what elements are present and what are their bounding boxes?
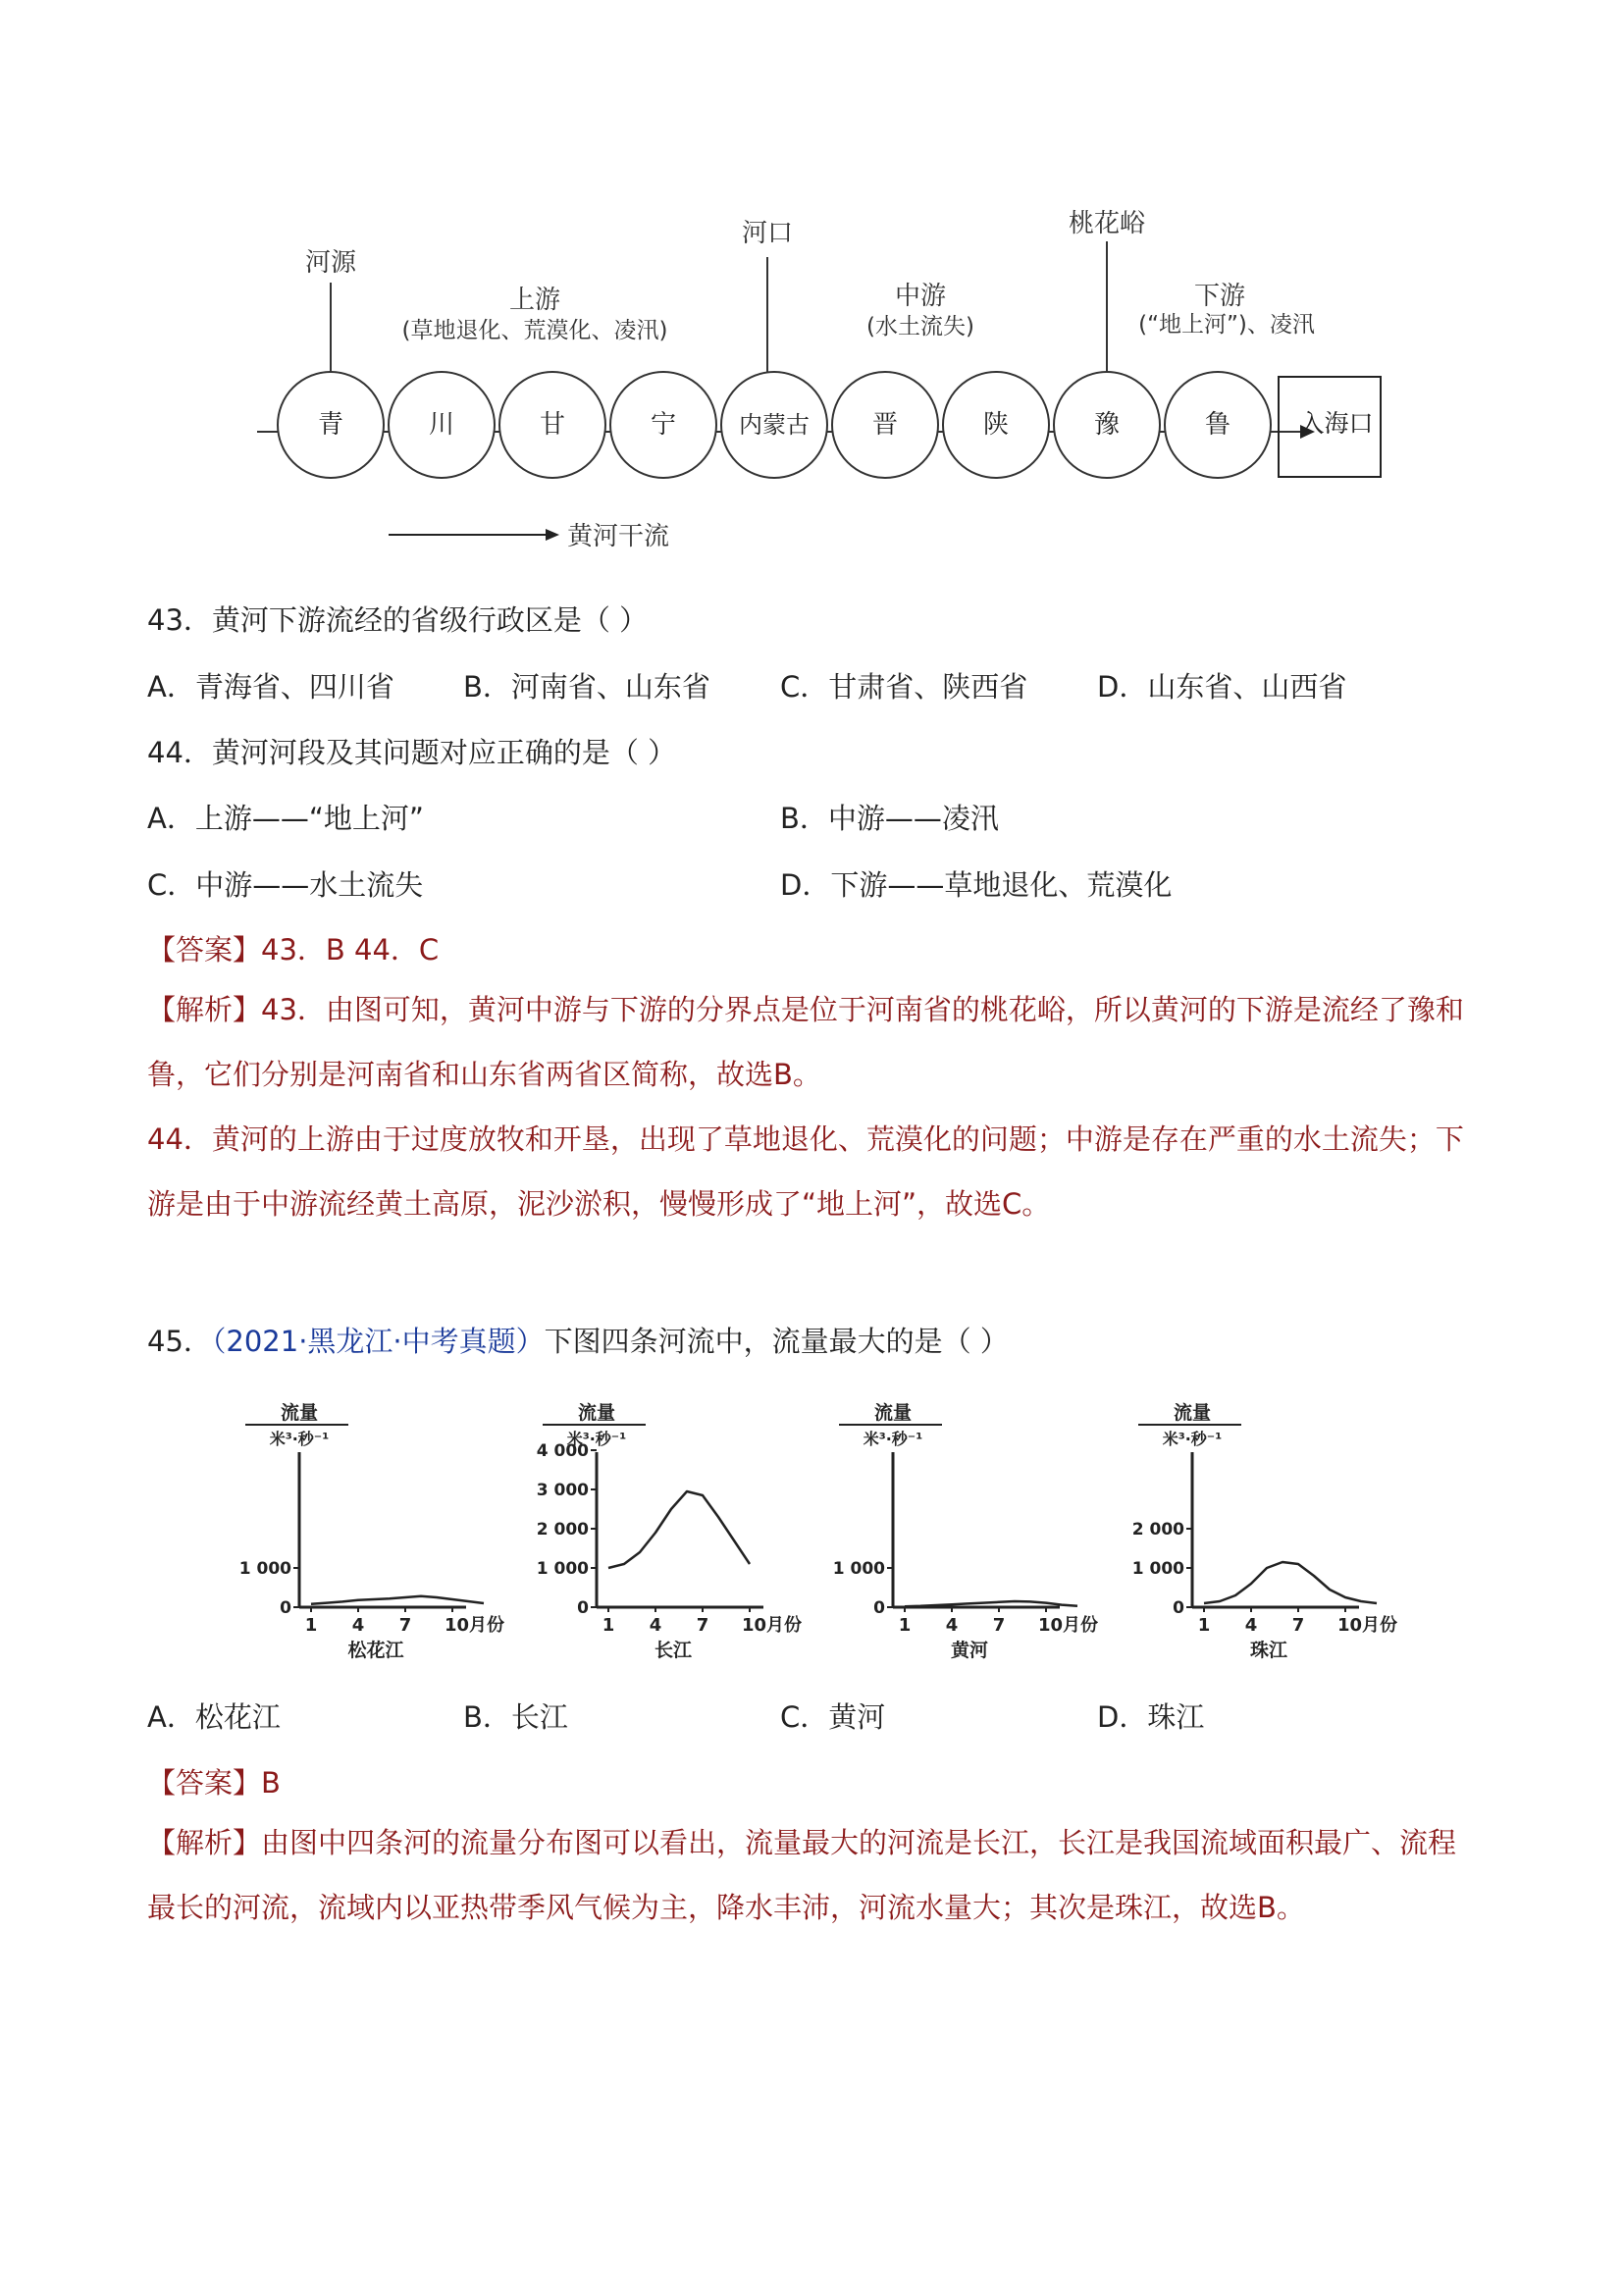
y-tick-label: 1 000 — [536, 1559, 589, 1579]
taohuayu-label: 桃花峪 — [1068, 209, 1146, 238]
answer-43-44 — [147, 928, 439, 968]
province-label: 鲁 — [1204, 410, 1231, 440]
answer-45 — [147, 1761, 281, 1801]
analysis-43-text: 43．由图可知，黄河中游与下游的分界点是位于河南省的桃花峪，所以黄河的下游是流经了豫和鲁，它们分别是河南省和山东省两省区简称，故选B。 — [147, 993, 1464, 1091]
q44-stem: 44．黄河河段及其问题对应正确的是（ ） — [147, 736, 677, 769]
q44-option-c[interactable]: C．中游——水土流失 — [147, 868, 424, 902]
x-tick-label: 10月份 — [445, 1615, 505, 1636]
y-tick-label: 0 — [1173, 1598, 1184, 1618]
flow-line — [905, 1601, 1077, 1606]
x-tick-label: 4 — [351, 1615, 365, 1636]
x-tick-label: 1 — [898, 1615, 912, 1636]
province-label: 甘 — [539, 410, 566, 440]
x-tick-label: 4 — [1244, 1615, 1258, 1636]
chart-title: 珠江 — [1249, 1640, 1288, 1661]
province-label: 青 — [317, 410, 344, 440]
y-tick-label: 1 000 — [238, 1559, 291, 1579]
chart-yunit: 米³·秒⁻¹ — [863, 1430, 923, 1448]
chart-ylabel: 流量 — [577, 1402, 616, 1424]
chart-ylabel: 流量 — [873, 1402, 913, 1424]
y-tick-label: 3 000 — [536, 1481, 589, 1500]
flow-chart-1 — [537, 1401, 802, 1661]
province-label: 宁 — [650, 410, 677, 440]
q45-option-d[interactable]: D．珠江 — [1097, 1700, 1205, 1734]
x-tick-label: 7 — [696, 1615, 709, 1636]
legend-label: 黄河干流 — [566, 522, 670, 551]
x-tick-label: 4 — [945, 1615, 959, 1636]
answer-tag: 【答案】 — [147, 1766, 262, 1800]
flow-line — [311, 1596, 484, 1604]
y-tick-label: 0 — [280, 1598, 291, 1618]
x-tick-label: 7 — [992, 1615, 1006, 1636]
analysis-44: 44．黄河的上游由于过度放牧和开垦，出现了草地退化、荒漠化的问题；中游是存在严重的水土流失；下游是由于中游流经黄土高原，泥沙淤积，慢慢形成了“地上河”，故选C。 — [147, 1122, 1464, 1221]
y-tick-label: 0 — [577, 1598, 589, 1618]
q45-option-c[interactable]: C．黄河 — [780, 1700, 886, 1734]
yellow-river-diagram — [0, 0, 1623, 569]
q43-option-c[interactable]: C．甘肃省、陕西省 — [780, 670, 1028, 704]
analysis-tag: 【解析】 — [147, 993, 262, 1026]
chart-title: 松花江 — [347, 1640, 404, 1661]
analysis-43 — [147, 977, 1482, 1107]
analysis-45 — [147, 1810, 1482, 1940]
middle-problems: (水土流失) — [866, 314, 974, 339]
upper-label: 上游 — [508, 286, 561, 315]
province-label: 内蒙古 — [739, 411, 810, 439]
q44-option-d[interactable]: D．下游——草地退化、荒漠化 — [780, 868, 1173, 902]
x-tick-label: 10月份 — [742, 1615, 803, 1636]
x-tick-label: 4 — [649, 1615, 662, 1636]
analysis-45-text: 由图中四条河的流量分布图可以看出，流量最大的河流是长江，长江是我国流域面积最广、流程最长的河流，流域内以亚热带季风气候为主，降水丰沛，河流水量大；其次是珠江，故选B。 — [147, 1826, 1457, 1924]
x-tick-label: 1 — [1197, 1615, 1211, 1636]
q45-option-b[interactable]: B．长江 — [463, 1700, 568, 1734]
flow-chart-3 — [1132, 1401, 1397, 1661]
flow-chart-0 — [239, 1401, 504, 1661]
q43-stem: 43．黄河下游流经的省级行政区是（ ） — [147, 603, 649, 637]
q45-number: 45． — [147, 1325, 212, 1358]
x-tick-label: 1 — [602, 1615, 615, 1636]
q45-stem-text: 下图四条河流中，流量最大的是（ ） — [544, 1325, 1009, 1358]
flow-chart-2 — [833, 1401, 1098, 1661]
province-label: 陕 — [982, 410, 1010, 440]
middle-label: 中游 — [894, 282, 947, 311]
q44-option-b[interactable]: B．中游——凌汛 — [780, 802, 999, 835]
q45-option-a[interactable]: A．松花江 — [147, 1700, 281, 1734]
chart-yunit: 米³·秒⁻¹ — [1162, 1430, 1223, 1448]
analysis-43-44 — [147, 977, 1482, 1236]
q43-option-d[interactable]: D．山东省、山西省 — [1097, 670, 1347, 704]
q44-option-a[interactable]: A．上游——“地上河” — [147, 802, 424, 835]
analysis-tag: 【解析】 — [147, 1826, 262, 1859]
y-tick-label: 2 000 — [536, 1520, 589, 1539]
province-label: 晋 — [871, 410, 899, 440]
chart-ylabel: 流量 — [1173, 1402, 1212, 1424]
chart-yunit: 米³·秒⁻¹ — [566, 1430, 627, 1448]
q45-stem — [147, 1320, 1009, 1360]
x-tick-label: 7 — [398, 1615, 412, 1636]
y-tick-label: 1 000 — [1131, 1559, 1184, 1579]
x-tick-label: 7 — [1291, 1615, 1305, 1636]
x-tick-label: 10月份 — [1038, 1615, 1099, 1636]
answer-text: B — [261, 1766, 281, 1800]
hekou-label: 河口 — [741, 219, 794, 248]
lower-label: 下游 — [1193, 282, 1246, 311]
sea-label: 入海口 — [1299, 409, 1374, 438]
y-tick-label: 4 000 — [536, 1441, 589, 1461]
q43-option-b[interactable]: B．河南省、山东省 — [463, 670, 710, 704]
chart-ylabel: 流量 — [280, 1402, 319, 1424]
chart-title: 黄河 — [950, 1640, 989, 1661]
chart-title: 长江 — [654, 1640, 693, 1661]
y-tick-label: 1 000 — [832, 1559, 885, 1579]
y-tick-label: 0 — [873, 1598, 885, 1618]
river-flow-charts — [0, 1374, 1623, 1688]
answer-text: 43．B 44．C — [261, 933, 440, 966]
source-label: 河源 — [304, 248, 357, 278]
upper-problems: (草地退化、荒漠化、凌汛) — [401, 318, 668, 343]
x-tick-label: 10月份 — [1337, 1615, 1398, 1636]
chart-yunit: 米³·秒⁻¹ — [269, 1430, 330, 1448]
x-tick-label: 1 — [304, 1615, 318, 1636]
province-label: 豫 — [1093, 410, 1121, 440]
q43-option-a[interactable]: A．青海省、四川省 — [147, 670, 394, 704]
answer-tag: 【答案】 — [147, 933, 262, 966]
flow-line — [1204, 1562, 1377, 1603]
flow-line — [608, 1491, 750, 1568]
lower-problems: (“地上河”)、凌汛 — [1138, 312, 1315, 338]
y-tick-label: 2 000 — [1131, 1520, 1184, 1539]
province-label: 川 — [428, 410, 455, 440]
q45-source: （2021·黑龙江·中考真题） — [211, 1325, 545, 1358]
